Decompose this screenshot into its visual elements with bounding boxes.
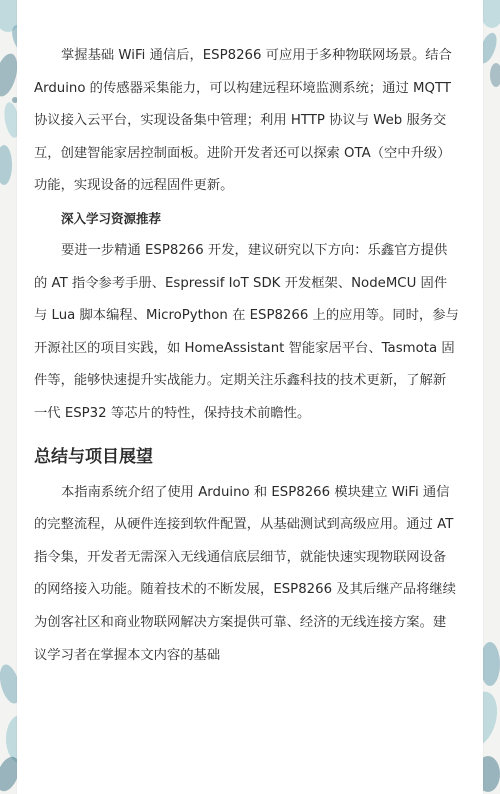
document-page <box>17 0 483 794</box>
resources-subheading: 深入学习资源推荐 <box>61 210 162 226</box>
summary-paragraph: 本指南系统介绍了使用 Arduino 和 ESP8266 模块建立 WiFi 通信的完整流程，从硬件连接到软件配置，从基础测试到高级应用。通过 AT 指令集，开发者无需深入无线通信底层细节，就能快速实现物联网设备的网络接入功能。随着技术的不断发展，ESP8266 及其后继产品将继续为创客社区和商业物联网解决方案提供可靠、经济的无线连接方案。建议学习者在掌握本文内容的基础 <box>34 484 456 663</box>
resources-paragraph: 要进一步精通 ESP8266 开发，建议研究以下方向：乐鑫官方提供的 AT 指令参考手册、Espressif IoT SDK 开发框架、NodeMCU 固件与 Lua 脚本编程、MicroPython 在 ESP8266 上的应用等。同时，参与开源社区的项目实践，如 HomeAssistant 智能家居平台、Tasmota 固件等，能够快速提升实战能力。定期关注乐鑫科技的技术更新，了解新一代 ESP32 等芯片的特性，保持技术前瞻性。 <box>34 242 459 421</box>
section-title: 总结与项目展望 <box>34 446 153 467</box>
intro-paragraph: 掌握基础 WiFi 通信后，ESP8266 可应用于多种物联网场景。结合 Arduino 的传感器采集能力，可以构建远程环境监测系统；通过 MQTT 协议接入云平台，实现设备集中管理；利用 HTTP 协议与 Web 服务交互，创建智能家居控制面板。进阶开发者还可以探索 OTA（空中升级）功能，实现设备的远程固件更新。 <box>34 48 452 194</box>
document-body <box>34 40 459 672</box>
